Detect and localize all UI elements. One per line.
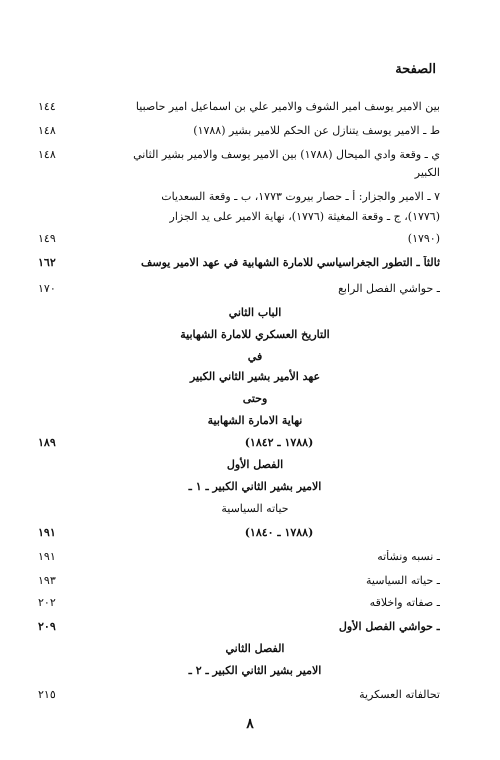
part-dates-row (38, 436, 440, 450)
chapter-dates-row (38, 526, 440, 540)
toc-entry-page: ١٤٤ (38, 100, 56, 113)
toc-entry-title: ي ـ وقعة وادي الميحال (١٧٨٨) بين الامير يوسف والامير بشير الثاني (133, 148, 440, 161)
toc-entry (38, 550, 440, 564)
toc-entry (38, 688, 440, 702)
toc-entry-continuation (38, 166, 440, 180)
toc-entry (38, 124, 440, 138)
part-heading: الباب الثاني (228, 306, 282, 319)
toc-entry-page: ٢٠٩ (38, 620, 56, 633)
toc-entry-title: ٧ ـ الامير والجزار: أ ـ حصار بيروت ١٧٧٣، ب ـ وقعة السعديات (161, 190, 440, 203)
part-title: التاريخ العسكري للامارة الشهابية (180, 328, 330, 341)
toc-entry-page: ١٨٩ (38, 436, 56, 449)
toc-entry (38, 574, 440, 588)
toc-entry-title: تحالفاته العسكرية (359, 688, 440, 701)
chapter-dates: (١٧٨٨ ـ ١٨٤٠) (244, 526, 314, 539)
toc-entry-title: ـ حواشي الفصل الرابع (338, 282, 440, 295)
part-title: في (247, 350, 263, 363)
toc-entry (38, 256, 440, 270)
toc-entry-page: ١٦٢ (38, 256, 56, 269)
toc-entry-page: ١٤٨ (38, 124, 56, 137)
toc-entry-title: بين الامير يوسف امير الشوف والامير علي بن اسماعيل امير حاصبيا (135, 100, 440, 113)
toc-entry-continuation (38, 232, 440, 246)
toc-entry (38, 282, 440, 296)
chapter-title: الامير بشير الثاني الكبير ـ ٢ ـ (188, 664, 322, 677)
toc-entry-page: ١٤٨ (38, 148, 56, 161)
toc-entry-page: ١٧٠ (38, 282, 56, 295)
toc-entry-page: ٢٠٢ (38, 596, 56, 609)
chapter-heading: الفصل الثاني (225, 642, 285, 655)
toc-entry-page: ٢١٥ (38, 688, 56, 701)
toc-entry (38, 620, 440, 634)
page-number: ٨ (246, 716, 254, 732)
toc-entry-page: ١٩١ (38, 550, 56, 563)
toc-entry-title: ـ حياته السياسية (366, 574, 440, 587)
part-title: نهاية الامارة الشهابية (207, 414, 303, 427)
part-title: وحتى (242, 392, 268, 405)
toc-entry-title: ط ـ الامير يوسف يتنازل عن الحكم للامير بشير (١٧٨٨) (193, 124, 440, 137)
toc-entry-page: ١٤٩ (38, 232, 56, 245)
toc-entry-title: ـ حواشي الفصل الأول (338, 620, 440, 633)
page-column-header: الصفحة (395, 62, 436, 77)
toc-entry (38, 190, 440, 204)
toc-entry (38, 596, 440, 610)
chapter-title: الامير بشير الثاني الكبير ـ ١ ـ (188, 480, 322, 493)
toc-entry-continuation (38, 210, 440, 224)
toc-entry-title: (١٧٩٠) (407, 232, 440, 245)
toc-entry (38, 100, 440, 114)
toc-entry-title: الكبير (414, 166, 440, 179)
part-dates: (١٧٨٨ ـ ١٨٤٢) (244, 436, 314, 449)
toc-entry-title: ثالثاً ـ التطور الجغراسياسي للامارة الشهابية في عهد الامير يوسف (140, 256, 440, 269)
toc-entry-page: ١٩١ (38, 526, 56, 539)
part-title: عهد الأمير بشير الثاني الكبير (189, 370, 321, 383)
toc-entry-title: ـ صفاته واخلاقه (369, 596, 440, 609)
chapter-subtitle: حياته السياسية (221, 502, 289, 515)
toc-entry (38, 148, 440, 162)
toc-entry-page: ١٩٣ (38, 574, 56, 587)
toc-entry-title: ـ نسبه ونشأته (377, 550, 440, 563)
toc-entry-title: (١٧٧٦)، ج ـ وقعة المغيثة (١٧٧٦)، نهاية الامير على يد الجزار (169, 210, 440, 223)
chapter-heading: الفصل الأول (226, 458, 284, 471)
